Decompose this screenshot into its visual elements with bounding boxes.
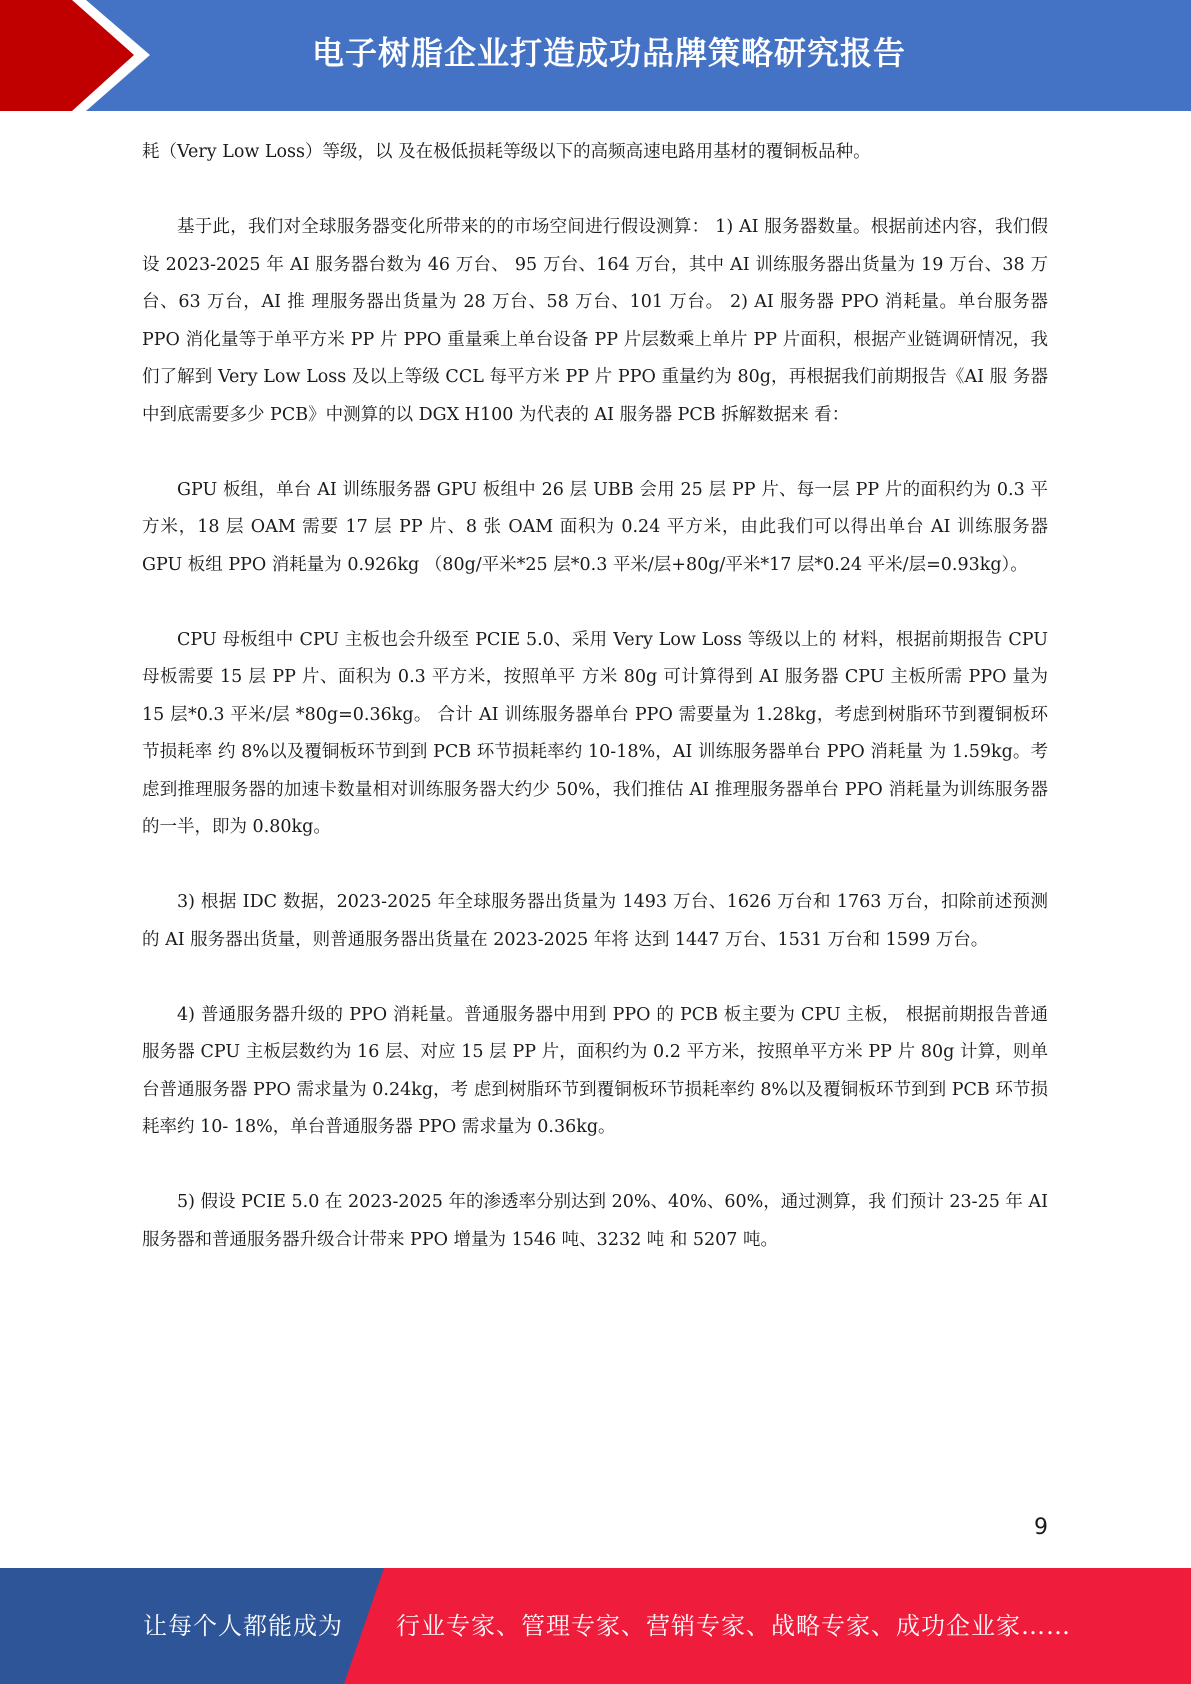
document-body <box>142 134 1048 1297</box>
page-number: 9 <box>1034 1515 1048 1540</box>
paragraph-1: 耗（Very Low Loss）等级，以 及在极低损耗等级以下的高频高速电路用基材的覆铜板品种。 <box>142 142 871 162</box>
report-title: 电子树脂企业打造成功品牌策略研究报告 <box>311 34 906 72</box>
paragraph-6: 4) 普通服务器升级的 PPO 消耗量。普通服务器中用到 PPO 的 PCB 板主要为 CPU 主板， 根据前期报告普通服务器 CPU 主板层数约为 16 层、对应 15 层 PP 片，面积约为 0.2 平方米，按照单平方米 PP 片 80g 计算，则单台普通服务器 PPO 需求量为 0.24kg，考 虑到树脂环节到覆铜板环节损耗率约 8%以及覆铜板环节到到 PCB 环节损耗率约 10- 18%，单台普通服务器 PPO 需求量为 0.36kg。 <box>142 1004 1048 1137</box>
footer-slogan-left: 让每个人都能成为 <box>143 1612 343 1640</box>
paragraph-5: 3) 根据 IDC 数据，2023-2025 年全球服务器出货量为 1493 万台、1626 万台和 1763 万台，扣除前述预测的 AI 服务器出货量，则普通服务器出货量在 2023-2025 年将 达到 1447 万台、1531 万台和 1599 万台。 <box>142 892 1048 950</box>
paragraph-4: CPU 母板组中 CPU 主板也会升级至 PCIE 5.0、采用 Very Low Loss 等级以上的 材料，根据前期报告 CPU 母板需要 15 层 PP 片、面积为 0.3 平方米，按照单平 方米 80g 可计算得到 AI 服务器 CPU 主板所需 PPO 量为 15 层*0.3 平米/层 *80g=0.36kg。 合计 AI 训练服务器单台 PPO 需要量为 1.28kg，考虑到树脂环节到覆铜板环节损耗率 约 8%以及覆铜板环节到到 PCB 环节损耗率约 10-18%，AI 训练服务器单台 PPO 消耗量 为 1.59kg。考虑到推理服务器的加速卡数量相对训练服务器大约少 50%，我们推估 AI 推理服务器单台 PPO 消耗量为训练服务器的一半，即为 0.80kg。 <box>142 629 1048 837</box>
footer-slogan-right: 行业专家、管理专家、营销专家、战略专家、成功企业家…… <box>396 1612 1071 1640</box>
page-footer <box>0 1568 1191 1684</box>
page-header <box>0 0 1191 111</box>
paragraph-7: 5) 假设 PCIE 5.0 在 2023-2025 年的渗透率分别达到 20%、40%、60%，通过测算，我 们预计 23-25 年 AI 服务器和普通服务器升级合计带来 PPO 增量为 1546 吨、3232 吨 和 5207 吨。 <box>142 1192 1049 1250</box>
paragraph-3: GPU 板组，单台 AI 训练服务器 GPU 板组中 26 层 UBB 会用 25 层 PP 片、每一层 PP 片的面积约为 0.3 平方米，18 层 OAM 需要 17 层 PP 片、8 张 OAM 面积为 0.24 平方米，由此我们可以得出单台 AI 训练服务器 GPU 板组 PPO 消耗量为 0.926kg （80g/平米*25 层*0.3 平米/层+80g/平米*17 层*0.24 平米/层=0.93kg）。 <box>142 479 1048 575</box>
paragraph-2: 基于此，我们对全球服务器变化所带来的的市场空间进行假设测算： 1) AI 服务器数量。根据前述内容，我们假设 2023-2025 年 AI 服务器台数为 46 万台、 95 万台、164 万台，其中 AI 训练服务器出货量为 19 万台、38 万台、63 万台，AI 推 理服务器出货量为 28 万台、58 万台、101 万台。 2) AI 服务器 PPO 消耗量。单台服务器 PPO 消化量等于单平方米 PP 片 PPO 重量乘上单台设备 PP 片层数乘上单片 PP 片面积，根据产业链调研情况，我们了解到 Very Low Loss 及以上等级 CCL 每平方米 PP 片 PPO 重量约为 80g，再根据我们前期报告《AI 服 务器中到底需要多少 PCB》中测算的以 DGX H100 为代表的 AI 服务器 PCB 拆解数据来 看： <box>142 217 1048 425</box>
